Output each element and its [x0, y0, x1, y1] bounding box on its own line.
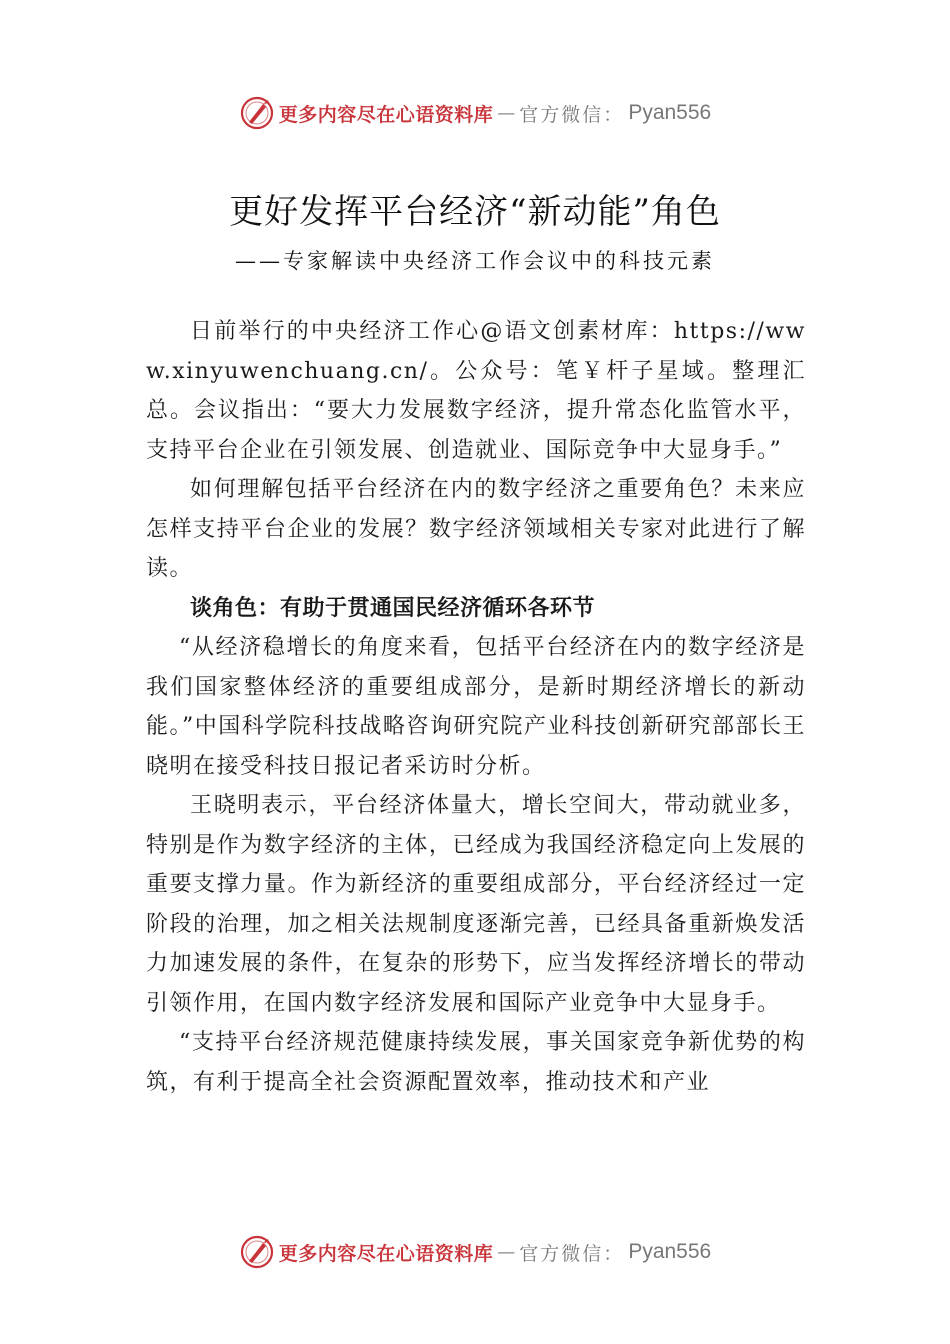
banner-wechat-id: Pyan556: [628, 101, 712, 124]
banner-main-text: 更多内容尽在心语资料库: [278, 1242, 494, 1265]
header-banner: [0, 93, 950, 133]
article-subtitle: ——专家解读中央经济工作会议中的科技元素: [235, 249, 715, 273]
section-heading: 谈角色：有助于贯通国民经济循环各环节: [190, 595, 596, 621]
footer-banner: [0, 1232, 950, 1272]
banner-wechat-id: Pyan556: [628, 1240, 712, 1263]
article-title: 更好发挥平台经济“新动能”角色: [229, 192, 721, 232]
quill-pen-logo-icon: [239, 95, 275, 131]
article-body: [146, 312, 806, 1102]
paragraph-2: 如何理解包括平台经济在内的数字经济之重要角色？未来应怎样支持平台企业的发展？数字经济领域相关专家对此进行了解读。: [146, 477, 806, 581]
banner-dash: —: [497, 1241, 516, 1263]
paragraph-3: “从经济稳增长的角度来看，包括平台经济在内的数字经济是我们国家整体经济的重要组成部分，是新时期经济增长的新动能。”中国科学院科技战略咨询研究院产业科技创新研究部部长王晓明在接受科技日报记者采访时分析。: [146, 635, 806, 779]
paragraph-1: 日前举行的中央经济工作心@语文创素材库：https://www.xinyuwenchuang.cn/。公众号：笔￥杆子星域。整理汇总。会议指出：“要大力发展数字经济，提升常态化监管水平，支持平台企业在引领发展、创造就业、国际竞争中大显身手。”: [146, 319, 806, 463]
paragraph-5: “支持平台经济规范健康持续发展，事关国家竞争新优势的构筑，有利于提高全社会资源配置效率，推动技术和产业: [146, 1030, 806, 1095]
banner-label: 官方微信：: [519, 103, 625, 126]
banner-label: 官方微信：: [519, 1242, 625, 1265]
banner-main-text: 更多内容尽在心语资料库: [278, 103, 494, 126]
banner-dash: —: [497, 102, 516, 124]
quill-pen-logo-icon: [239, 1234, 275, 1270]
paragraph-4: 王晓明表示，平台经济体量大，增长空间大，带动就业多，特别是作为数字经济的主体，已经成为我国经济稳定向上发展的重要支撑力量。作为新经济的重要组成部分，平台经济经过一定阶段的治理，加之相关法规制度逐渐完善，已经具备重新焕发活力加速发展的条件，在复杂的形势下，应当发挥经济增长的带动引领作用，在国内数字经济发展和国际产业竞争中大显身手。: [146, 793, 806, 1016]
